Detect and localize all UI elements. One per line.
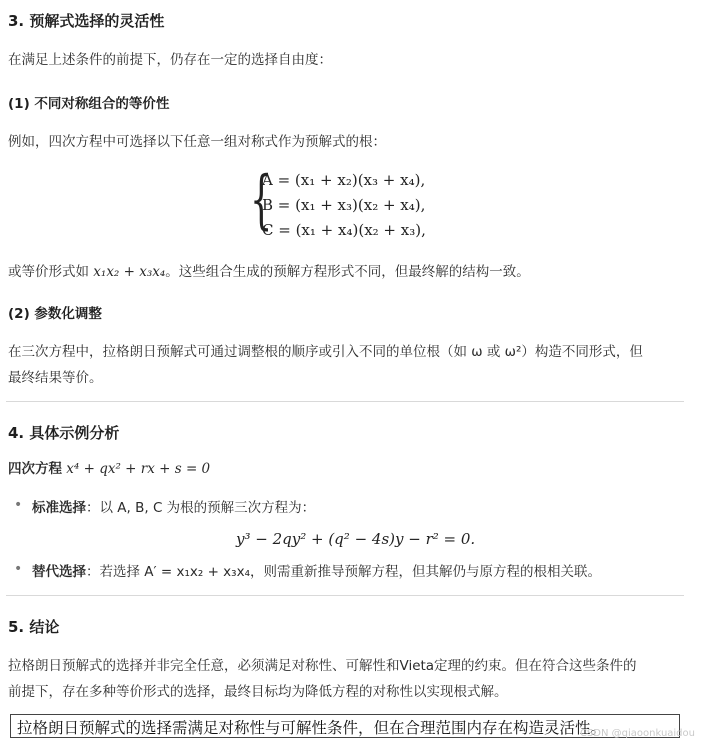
standard-label: 标准选择 — [32, 500, 86, 516]
equiv-prefix: 或等价形式如 — [8, 264, 94, 280]
divider — [6, 595, 684, 596]
equiv-suffix: 。这些组合生成的预解方程形式不同，但最终解的结构一致。 — [165, 264, 530, 280]
section-4-title: 4. 具体示例分析 — [8, 424, 120, 442]
equation-system — [250, 163, 490, 240]
equivalent-forms-line — [8, 260, 530, 280]
section-5-title: 5. 结论 — [8, 618, 60, 636]
quartic-equation: x⁴ + qx² + rx + s = 0 — [66, 461, 211, 477]
standard-text: ：以 A, B, C 为根的预解三次方程为： — [86, 500, 316, 516]
bullet-standard — [32, 496, 315, 516]
equation-b: B = (x₁ + x₃)(x₂ + x₄), — [262, 196, 426, 214]
boxed-conclusion-text: 拉格朗日预解式的选择需满足对称性与可解性条件，但在合理范围内存在构造灵活性。 — [17, 719, 607, 737]
quartic-label: 四次方程 — [8, 461, 62, 477]
alternative-text: ：若选择 A′ = x₁x₂ + x₃x₄，则需重新推导预解方程，但其解仍与原方程的根相关联。 — [86, 564, 601, 580]
conclusion-line-1: 拉格朗日预解式的选择并非完全任意，必须满足对称性、可解性和Vieta定理的约束。但在符合这些条件的 — [8, 658, 637, 674]
bullet-alternative — [32, 560, 601, 580]
divider — [6, 401, 684, 402]
equiv-math: x₁x₂ + x₃x₄ — [93, 264, 166, 280]
section-3-intro: 在满足上述条件的前提下，仍存在一定的选择自由度： — [8, 52, 332, 68]
equation-a: A = (x₁ + x₂)(x₃ + x₄), — [262, 171, 426, 189]
watermark: CSDN @qiaoonkuaidou — [579, 728, 695, 739]
section-3-title: 3. 预解式选择的灵活性 — [8, 12, 165, 30]
bullet-icon: • — [14, 497, 23, 513]
left-brace-icon: { — [250, 163, 273, 237]
subsection-1-title: (1) 不同对称组合的等价性 — [8, 96, 170, 112]
param-line-1: 在三次方程中，拉格朗日预解式可通过调整根的顺序或引入不同的单位根（如 ω 或 ω²）构造不同形式，但 — [8, 344, 643, 360]
conclusion-line-2: 前提下，存在多种等价形式的选择，最终目标均为降低方程的对称性以实现根式解。 — [8, 684, 508, 700]
param-line-2: 最终结果等价。 — [8, 370, 103, 386]
example-intro: 例如，四次方程中可选择以下任意一组对称式作为预解式的根： — [8, 134, 386, 150]
bullet-icon: • — [14, 561, 23, 577]
alternative-label: 替代选择 — [32, 564, 86, 580]
resolvent-cubic-equation: y³ − 2qy² + (q² − 4s)y − r² = 0. — [236, 530, 476, 548]
subsection-2-title: (2) 参数化调整 — [8, 306, 102, 322]
quartic-line — [8, 457, 210, 477]
equation-c: C = (x₁ + x₄)(x₂ + x₃), — [262, 221, 426, 239]
